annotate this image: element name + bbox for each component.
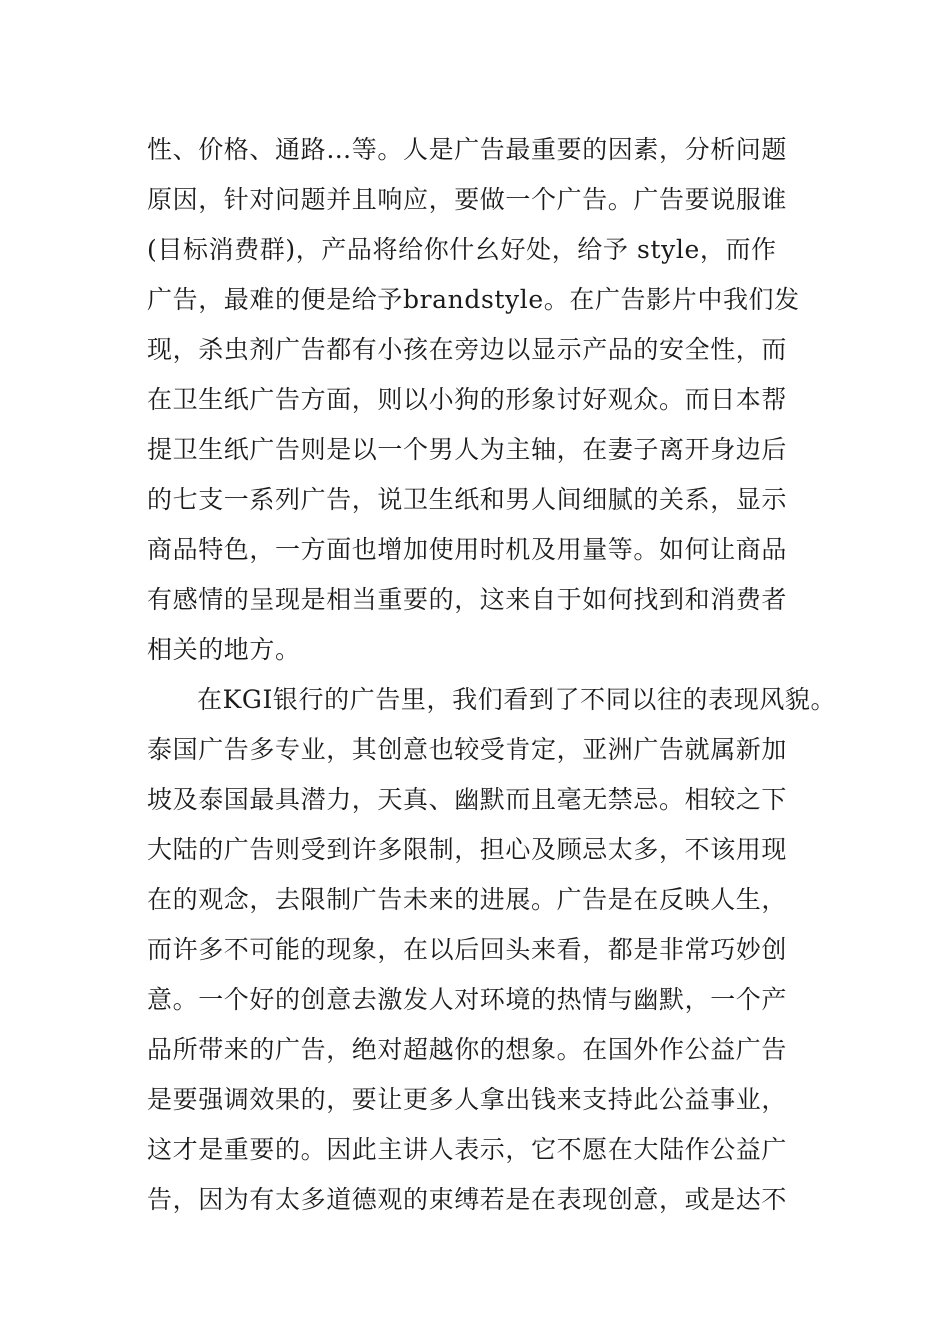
text-line: 意。一个好的创意去激发人对环境的热情与幽默，一个产 bbox=[147, 985, 788, 1014]
text-line: 大陆的广告则受到许多限制，担心及顾忌太多，不该用现 bbox=[147, 835, 788, 864]
text-line: 有感情的呈现是相当重要的，这来自于如何找到和消费者 bbox=[147, 585, 788, 614]
text-line: 商品特色，一方面也增加使用时机及用量等。如何让商品 bbox=[147, 535, 788, 564]
text-line: 的七支一系列广告，说卫生纸和男人间细腻的关系，显示 bbox=[147, 485, 788, 514]
text-line: 告，因为有太多道德观的束缚若是在表现创意，或是达不 bbox=[147, 1185, 788, 1214]
text-line: 坡及泰国最具潜力，天真、幽默而且毫无禁忌。相较之下 bbox=[147, 785, 788, 814]
text-line: 在的观念，去限制广告未来的进展。广告是在反映人生， bbox=[147, 885, 788, 914]
text-line: 原因，针对问题并且响应，要做一个广告。广告要说服谁 bbox=[147, 185, 788, 214]
text-line: 在卫生纸广告方面，则以小狗的形象讨好观众。而日本帮 bbox=[147, 385, 788, 414]
text-line: 这才是重要的。因此主讲人表示，它不愿在大陆作公益广 bbox=[147, 1135, 788, 1164]
paragraph-first-line: 在KGI银行的广告里，我们看到了不同以往的表现风貌。 bbox=[197, 685, 837, 714]
text-line: 相关的地方。 bbox=[147, 635, 301, 664]
text-line: 现，杀虫剂广告都有小孩在旁边以显示产品的安全性，而 bbox=[147, 335, 788, 364]
text-line: 是要强调效果的，要让更多人拿出钱来支持此公益事业， bbox=[147, 1085, 788, 1114]
text-line: 性、价格、通路…等。人是广告最重要的因素，分析问题 bbox=[147, 135, 788, 164]
text-line: (目标消费群)，产品将给你什幺好处，给予 style，而作 bbox=[147, 235, 777, 264]
text-line: 而许多不可能的现象，在以后回头来看，都是非常巧妙创 bbox=[147, 935, 788, 964]
text-line: 提卫生纸广告则是以一个男人为主轴，在妻子离开身边后 bbox=[147, 435, 788, 464]
text-line: 广告，最难的便是给予brandstyle。在广告影片中我们发 bbox=[147, 285, 800, 314]
text-line: 品所带来的广告，绝对超越你的想象。在国外作公益广告 bbox=[147, 1035, 788, 1064]
text-line: 泰国广告多专业，其创意也较受肯定，亚洲广告就属新加 bbox=[147, 735, 788, 764]
